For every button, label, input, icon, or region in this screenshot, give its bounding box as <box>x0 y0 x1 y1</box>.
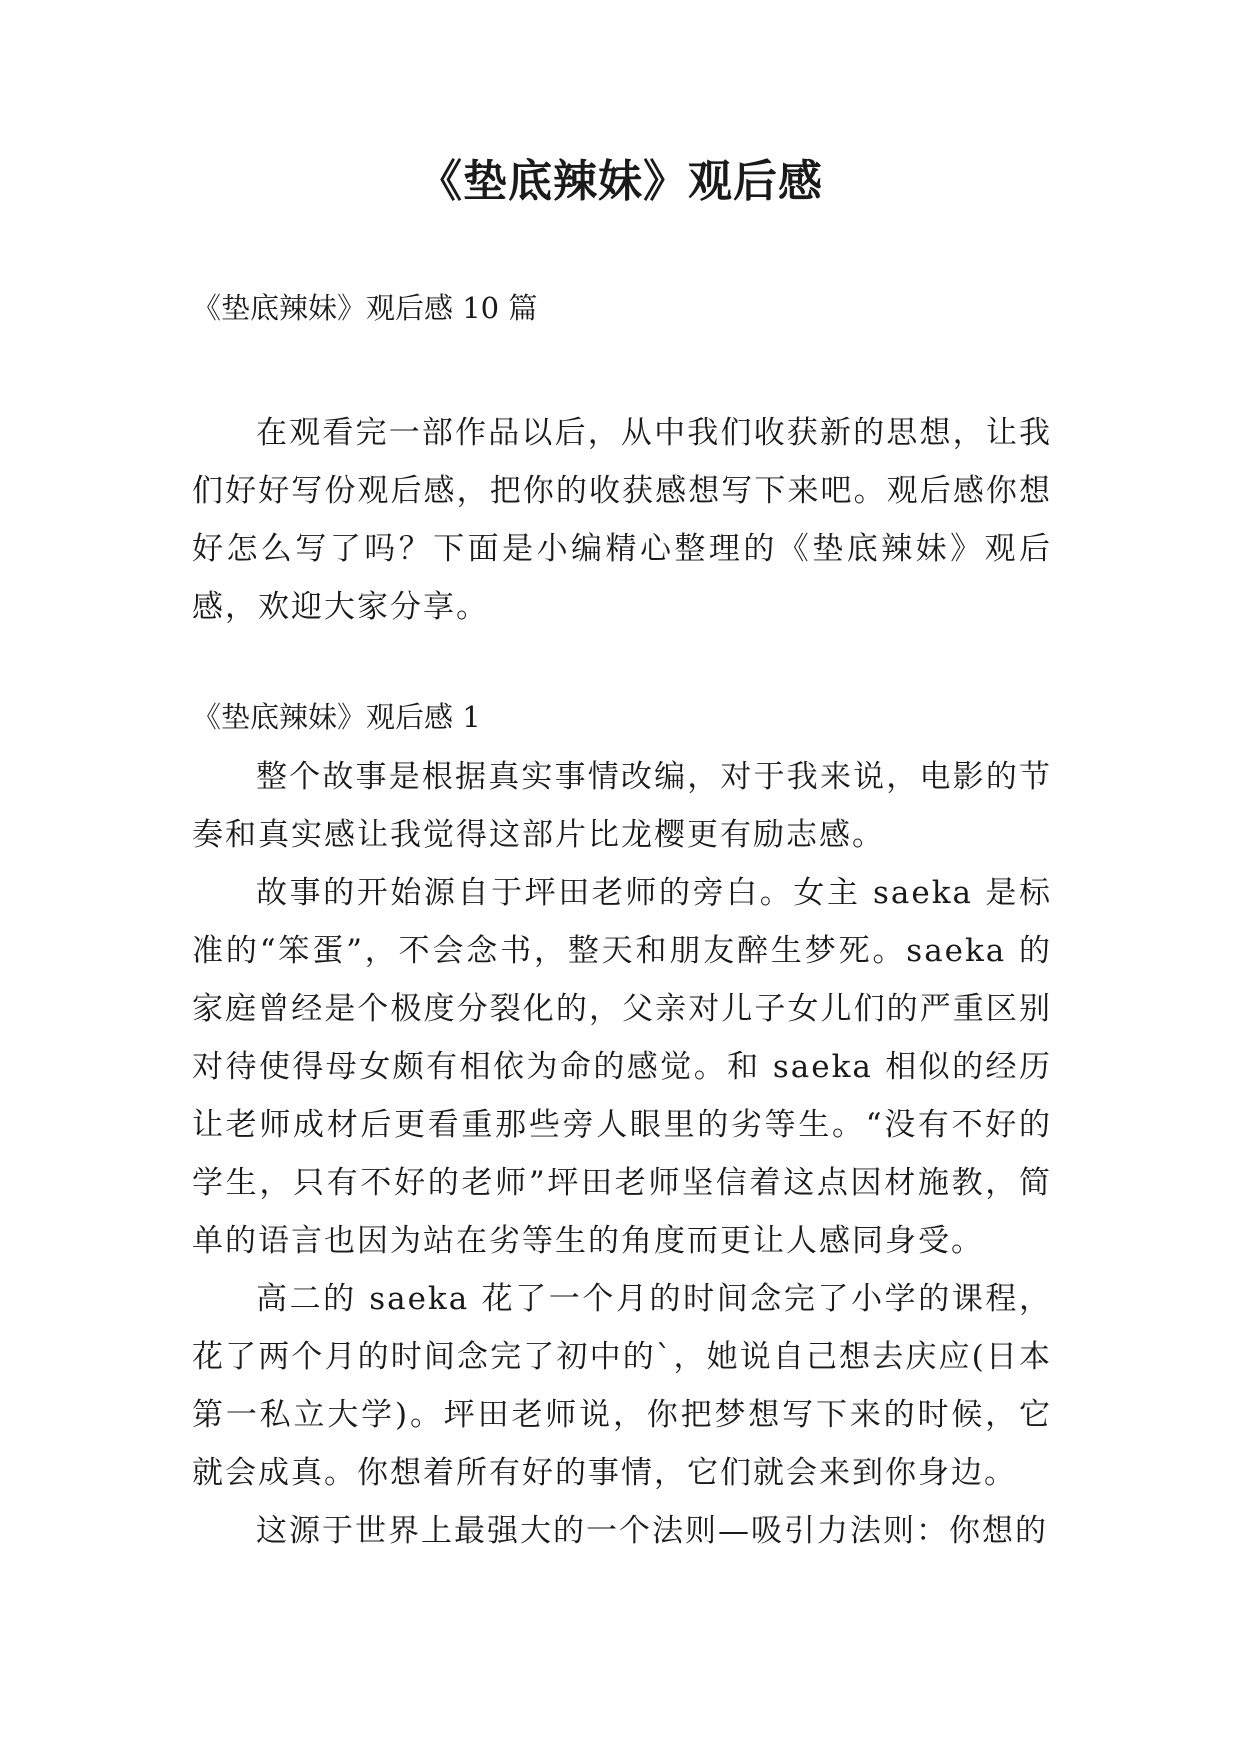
intro-paragraph: 在观看完一部作品以后，从中我们收获新的思想，让我们好好写份观后感，把你的收获感想写下来吧。观后感你想好怎么写了吗？下面是小编精心整理的《垫底辣妹》观后感，欢迎大家分享。 <box>192 415 1052 625</box>
document-title: 《垫底辣妹》观后感 <box>418 156 823 207</box>
document-subtitle: 《垫底辣妹》观后感 10 篇 <box>192 291 538 325</box>
body-paragraph: 这源于世界上最强大的一个法则—吸引力法则：你想的 <box>256 1513 1048 1549</box>
section-heading: 《垫底辣妹》观后感 1 <box>192 700 481 734</box>
body-paragraph: 故事的开始源自于坪田老师的旁白。女主 saeka 是标准的“笨蛋”，不会念书，整天和朋友醉生梦死。saeka 的家庭曾经是个极度分裂化的，父亲对儿子女儿们的严重区别对待使得母女颇有相依为命的感觉。和 saeka 相似的经历让老师成材后更看重那些旁人眼里的劣等生。“没有不好的学生，只有不好的老师”坪田老师坚信着这点因材施教，简单的语言也因为站在劣等生的角度而更让人感同身受。 <box>192 875 1052 1259</box>
body-paragraph: 高二的 saeka 花了一个月的时间念完了小学的课程，花了两个月的时间念完了初中的`，她说自己想去庆应(日本第一私立大学)。坪田老师说，你把梦想写下来的时候，它就会成真。你想着所有好的事情，它们就会来到你身边。 <box>192 1281 1052 1491</box>
body-paragraph: 整个故事是根据真实事情改编，对于我来说，电影的节奏和真实感让我觉得这部片比龙樱更有励志感。 <box>192 759 1052 853</box>
